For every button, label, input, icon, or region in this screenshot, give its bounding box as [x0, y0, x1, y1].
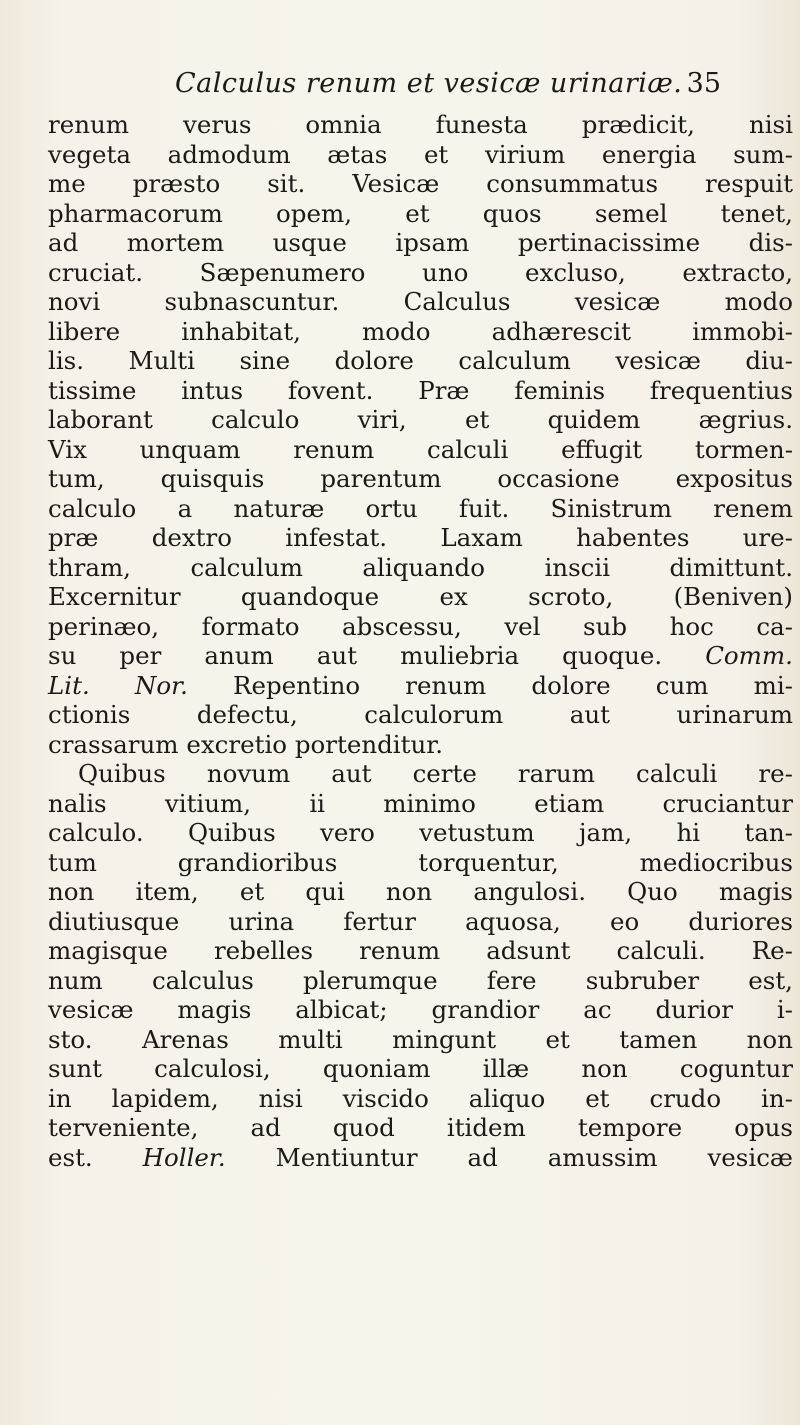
text-line — [48, 700, 793, 730]
word: ad — [48, 228, 79, 257]
word: aliquando — [362, 552, 485, 582]
word: perinæo, — [48, 611, 160, 641]
word: Præ — [418, 375, 470, 405]
word: in — [48, 1083, 72, 1113]
word: calculorum — [364, 700, 504, 729]
word: Arenas — [141, 1024, 229, 1054]
word: Calculus — [403, 287, 511, 316]
word: adsunt — [486, 936, 571, 965]
text-line — [48, 287, 793, 317]
word: Holler. — [142, 1142, 226, 1172]
word: præsto — [132, 169, 221, 198]
word: novi — [48, 287, 101, 316]
word: per — [119, 641, 162, 670]
text-line — [48, 936, 793, 966]
word: item, — [135, 877, 199, 906]
text-line — [48, 1143, 793, 1173]
word: omnia — [305, 110, 382, 139]
word: est, — [748, 965, 793, 995]
word: urinarum — [676, 700, 793, 729]
word: etiam — [534, 788, 605, 818]
word: pertinacissime — [517, 228, 701, 257]
word: viscido — [342, 1083, 429, 1113]
word: formato — [201, 611, 300, 641]
word: in- — [761, 1083, 793, 1113]
text-line — [48, 140, 793, 170]
word: fere — [486, 965, 537, 995]
word: crudo — [649, 1083, 722, 1113]
text-line — [48, 1025, 793, 1055]
word: rarum — [517, 759, 595, 788]
text-line — [48, 1054, 793, 1084]
word: vesicæ — [707, 1142, 793, 1172]
word: præ — [48, 523, 99, 552]
word: renum — [293, 434, 375, 464]
word: opus — [734, 1113, 793, 1142]
word: calculi — [636, 759, 718, 788]
word: feminis — [514, 375, 606, 405]
word: respuit — [705, 169, 793, 198]
word: occasione — [497, 464, 620, 493]
word: diutiusque — [48, 906, 180, 936]
word: urina — [228, 906, 295, 936]
word: albicat; — [295, 995, 388, 1024]
word: nalis — [48, 788, 107, 818]
text-line — [48, 582, 793, 612]
word: unquam — [139, 434, 241, 464]
word: jam, — [578, 818, 633, 847]
word: non — [385, 877, 433, 906]
word: scroto, — [528, 582, 614, 611]
word: quandoque — [240, 582, 380, 611]
word: calculus — [151, 965, 254, 995]
word: aut — [569, 700, 610, 729]
word: Sinistrum — [550, 493, 672, 523]
word: Quibus — [187, 818, 276, 847]
word: amussim — [547, 1142, 658, 1172]
word: renum — [405, 670, 487, 700]
word: sit. — [267, 169, 306, 198]
word: uno — [422, 257, 469, 287]
word: muliebria — [400, 641, 520, 670]
word: Mentiuntur — [275, 1142, 418, 1172]
word: Quo — [627, 877, 678, 906]
word: lis. — [48, 346, 85, 375]
word: vesicæ — [574, 287, 661, 316]
word: su — [48, 641, 77, 670]
text-line — [48, 818, 793, 848]
word: mortem — [126, 228, 225, 257]
word: quisquis — [160, 464, 265, 493]
word: habentes — [576, 523, 690, 552]
text-line — [48, 523, 793, 553]
word: calculo. — [48, 818, 144, 847]
text-line — [48, 376, 793, 406]
word: sunt — [48, 1054, 102, 1083]
word: et — [239, 877, 265, 906]
word: fuit. — [458, 493, 510, 523]
word: durior — [655, 995, 733, 1024]
word: (Beniven) — [673, 582, 793, 611]
word: mediocribus — [639, 847, 793, 877]
paragraph-1 — [48, 110, 793, 759]
word: tissime — [48, 375, 137, 405]
word: torquentur, — [418, 847, 559, 877]
word: ætas — [327, 139, 388, 169]
word: novum — [206, 759, 291, 788]
word: parentum — [320, 464, 442, 493]
word: tum — [48, 847, 97, 877]
text-line — [48, 228, 793, 258]
word: ortu — [365, 493, 418, 523]
word: dis- — [748, 228, 793, 257]
word: crassarum — [48, 729, 179, 759]
word: et — [545, 1024, 570, 1054]
text-line — [48, 966, 793, 996]
word: abscessu, — [342, 611, 462, 641]
word: inhabitat, — [181, 316, 301, 346]
word: et — [585, 1083, 610, 1113]
word: num — [48, 965, 103, 995]
word: inscii — [544, 552, 611, 582]
word: coguntur — [679, 1054, 793, 1083]
word: non — [581, 1054, 628, 1083]
word: vesicæ — [48, 995, 134, 1024]
word: et — [405, 198, 430, 228]
word: non — [746, 1024, 793, 1054]
word: a — [177, 493, 193, 523]
word: intus — [181, 375, 244, 405]
word: multi — [278, 1024, 343, 1054]
word: admodum — [167, 139, 291, 169]
page-number: 35 — [686, 68, 721, 99]
word: excluso, — [525, 257, 626, 287]
word: aut — [316, 641, 358, 670]
word: est. — [48, 1142, 93, 1172]
word: calculi — [427, 434, 509, 464]
word: ægrius. — [698, 405, 793, 434]
word: me — [48, 169, 86, 198]
word: ac — [583, 995, 612, 1024]
word: dimittunt. — [669, 552, 793, 582]
word: ure- — [742, 523, 793, 552]
text-line — [48, 258, 793, 288]
text-line — [48, 730, 793, 760]
word: nisi — [258, 1083, 303, 1113]
word: renum — [48, 110, 130, 139]
text-line — [48, 494, 793, 524]
word: energia — [601, 139, 697, 169]
word: et — [423, 139, 449, 169]
word: vero — [320, 818, 375, 847]
word: consummatus — [486, 169, 659, 198]
word: tum, — [48, 464, 105, 493]
word: naturæ — [233, 493, 325, 523]
word: tormen- — [694, 434, 793, 464]
word: quoque. — [562, 641, 663, 670]
text-line — [48, 877, 793, 907]
word: ipsam — [395, 228, 470, 257]
word: Vesicæ — [352, 169, 440, 198]
word: tenet, — [720, 198, 793, 228]
word: excretio — [186, 729, 288, 759]
word: plerumque — [302, 965, 438, 995]
text-line — [48, 464, 793, 494]
word: mingunt — [392, 1024, 497, 1054]
word: Nor. — [134, 670, 188, 700]
word: cruciantur — [662, 788, 793, 818]
word: itidem — [446, 1113, 526, 1142]
word: Quibus — [78, 759, 166, 788]
word: grandior — [431, 995, 540, 1024]
word: effugit — [561, 434, 643, 464]
word: fertur — [343, 906, 416, 936]
word: sub — [583, 611, 628, 641]
word: fovent. — [287, 375, 374, 405]
text-line — [48, 907, 793, 937]
word: virium — [484, 139, 566, 169]
word: libere — [48, 316, 121, 346]
word: hi — [676, 818, 701, 847]
word: pharmacorum — [48, 198, 223, 228]
running-title: Calculus renum et vesicæ urinariæ. — [175, 68, 683, 99]
word: cum — [655, 670, 709, 700]
word: vel — [504, 611, 541, 641]
text-line — [48, 789, 793, 819]
word: calculosi, — [154, 1054, 271, 1083]
text-line — [48, 435, 793, 465]
text-line — [48, 199, 793, 229]
paragraph-2 — [48, 759, 793, 1172]
word: Excernitur — [48, 582, 181, 611]
word: ii — [309, 788, 325, 818]
word: Comm. — [705, 641, 793, 670]
text-line — [48, 1113, 793, 1143]
text-line — [48, 641, 793, 671]
word: Repentino — [233, 670, 361, 700]
word: dolore — [334, 346, 414, 375]
word: laborant — [48, 405, 153, 434]
word: anum — [204, 641, 274, 670]
word: diu- — [745, 346, 793, 375]
word: re- — [758, 759, 793, 788]
word: aquosa, — [465, 906, 561, 936]
word: calculo — [48, 493, 137, 523]
word: funesta — [435, 110, 528, 139]
word: ex — [439, 582, 468, 611]
word: eo — [610, 906, 640, 936]
word: dolore — [531, 670, 611, 700]
text-line — [48, 995, 793, 1025]
word: modo — [362, 316, 431, 346]
word: ctionis — [48, 700, 131, 729]
word: quos — [482, 198, 542, 228]
word: angulosi. — [473, 877, 586, 906]
word: grandioribus — [177, 847, 338, 877]
word: usque — [272, 228, 347, 257]
word: ca- — [756, 611, 793, 641]
word: Sæpenumero — [199, 257, 366, 287]
text-line — [48, 759, 793, 789]
word: quidem — [547, 405, 641, 434]
text-line — [48, 317, 793, 347]
word: calculo — [211, 405, 300, 434]
word: Vix — [48, 434, 87, 464]
word: frequentius — [649, 375, 793, 405]
word: thram, — [48, 552, 131, 582]
word: et — [464, 405, 490, 434]
word: renum — [359, 936, 441, 965]
word: mi- — [753, 670, 793, 700]
word: extracto, — [682, 257, 793, 287]
word: verus — [183, 110, 252, 139]
word: infestat. — [285, 523, 388, 552]
word: portenditur. — [294, 729, 444, 759]
word: nisi — [748, 110, 793, 139]
text-line — [48, 848, 793, 878]
word: i- — [776, 995, 793, 1024]
running-head — [175, 68, 735, 108]
text-line — [48, 346, 793, 376]
word: quod — [332, 1113, 395, 1142]
word: viri, — [357, 405, 407, 434]
word: Multi — [128, 346, 195, 375]
word: quoniam — [322, 1054, 431, 1083]
word: lapidem, — [111, 1083, 219, 1113]
word: magisque — [48, 936, 168, 965]
word: ad — [467, 1142, 498, 1172]
word: vesicæ — [615, 346, 701, 375]
word: Lit. — [48, 670, 90, 700]
word: semel — [594, 198, 668, 228]
word: calculum — [458, 346, 571, 375]
word: rebelles — [213, 936, 314, 965]
word: illæ — [482, 1054, 530, 1083]
word: magis — [177, 995, 252, 1024]
word: vegeta — [48, 139, 131, 169]
text-line — [48, 553, 793, 583]
word: aliquo — [468, 1083, 546, 1113]
word: tamen — [619, 1024, 698, 1054]
text-line — [48, 169, 793, 199]
word: sine — [239, 346, 291, 375]
word: cruciat. — [48, 257, 144, 287]
word: Re- — [751, 936, 793, 965]
word: non — [48, 877, 95, 906]
word: adhærescit — [491, 316, 631, 346]
text-line — [48, 110, 793, 140]
text-line — [48, 671, 793, 701]
word: terveniente, — [48, 1113, 199, 1142]
word: aut — [331, 759, 372, 788]
word: vitium, — [164, 788, 252, 818]
word: subruber — [585, 965, 700, 995]
word: immobi- — [692, 316, 793, 346]
text-line — [48, 612, 793, 642]
word: qui — [305, 877, 345, 906]
word: ad — [250, 1113, 281, 1142]
word: vetustum — [419, 818, 535, 847]
word: hoc — [669, 611, 714, 641]
word: renem — [713, 493, 793, 523]
word: expositus — [675, 464, 793, 493]
word: modo — [724, 287, 793, 316]
word: certe — [412, 759, 477, 788]
word: subnascuntur. — [164, 287, 340, 316]
word: tempore — [577, 1113, 683, 1142]
text-line — [48, 405, 793, 435]
word: calculum — [190, 552, 303, 582]
word: sto. — [48, 1024, 93, 1054]
word: defectu, — [196, 700, 298, 729]
word: opem, — [276, 198, 352, 228]
body-text — [48, 110, 793, 1172]
word: magis — [718, 877, 793, 906]
word: sum- — [733, 139, 793, 169]
text-line — [48, 1084, 793, 1114]
word: tan- — [744, 818, 793, 847]
word: minimo — [383, 788, 476, 818]
word: calculi. — [616, 936, 706, 965]
word: Laxam — [440, 523, 523, 552]
word: prædicit, — [581, 110, 695, 139]
word: dextro — [151, 523, 232, 552]
word: duriores — [688, 906, 793, 936]
